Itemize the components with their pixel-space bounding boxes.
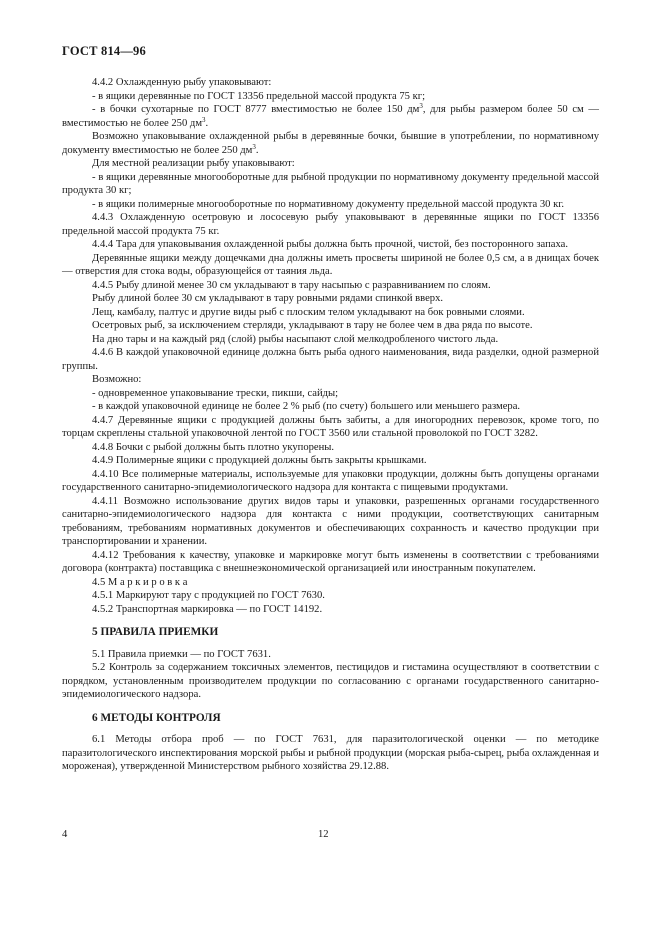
page-number-left: 4 [62, 829, 68, 840]
section-heading: 5 ПРАВИЛА ПРИЕМКИ [92, 626, 219, 638]
paragraph: 4.4.4 Тара для упаковывания охлажденной рыбы должна быть прочной, чистой, без посторонного запаха. [92, 239, 568, 250]
paragraph: - в ящики деревянные многооборотные для рыбной продукции по нормативному документу предельной массой продукта 30 кг; [62, 171, 599, 196]
paragraph: Возможно упаковывание охлажденной рыбы в деревянные бочки, бывшие в употреблении, по нормативному документу вместимостью не более 250 $дм^3$. [62, 131, 599, 156]
page-number-center: 12 [318, 829, 329, 840]
paragraph: Осетровых рыб, за исключением стерляди, укладывают в тару не более чем в два ряда по высоте. [92, 320, 533, 331]
paragraph: Лещ, камбалу, палтус и другие виды рыб с плоским телом укладывают на бок ровными слоями. [92, 306, 525, 318]
paragraph: 5.2 Контроль за содержанием токсичных элементов, пестицидов и гистамина осуществляют в соответствии с порядком, установленным производителем продукции по согласованию с органами государственного санитарно-эпидемиологического надзора. [62, 662, 599, 700]
paragraph: 4.4.10 Все полимерные материалы, используемые для упаковки продукции, должны быть допущены органами государственного санитарно-эпидемиологического надзора для контакта с пищевыми продуктами. [62, 468, 599, 493]
paragraph: 4.4.9 Полимерные ящики с продукцией должны быть закрыты крышками. [92, 455, 427, 466]
paragraph: - в бочки сухотарные по ГОСТ 8777 вместимостью не более 150 $дм^3$, для рыбы размером более 50 см — вместимостью не более 250 $дм^3$. [62, 102, 599, 129]
paragraph: - в ящики полимерные многооборотные по нормативному документу предельной массой продукта 30 кг. [92, 198, 565, 210]
paragraph: Деревянные ящики между дощечками дна должны иметь просветы шириной не более 0,5 см, а в днищах бочек — отверстия для стока воды, образующейся от таяния льда. [62, 252, 599, 277]
section-heading: 6 МЕТОДЫ КОНТРОЛЯ [92, 711, 221, 724]
paragraph: - в каждой упаковочной единице не более 2 % рыб (по счету) большего или меньшего размера. [92, 401, 521, 412]
paragraph: 4.5.2 Транспортная маркировка — по ГОСТ 14192. [92, 603, 323, 615]
paragraph: 4.4.8 Бочки с рыбой должны быть плотно укупорены. [92, 441, 335, 453]
paragraph: Рыбу длиной более 30 см укладывают в тару ровными рядами спинкой вверх. [92, 293, 444, 304]
document-body [62, 76, 599, 774]
document-header: ГОСТ 814—96 [62, 44, 146, 58]
paragraph: Для местной реализации рыбу упаковывают: [92, 158, 295, 169]
paragraph: 4.4.6 В каждой упаковочной единице должна быть рыба одного наименования, вида разделки, одной размерной группы. [62, 347, 599, 372]
paragraph: - в ящики деревянные по ГОСТ 13356 предельной массой продукта 75 кг; [92, 90, 426, 102]
paragraph: 4.4.5 Рыбу длиной менее 30 см укладывают в тару насыпью с разравниванием по слоям. [92, 279, 491, 291]
paragraph: 4.4.3 Охлажденную осетровую и лососевую рыбу упаковывают в деревянные ящики по ГОСТ 13356 предельной массой продукта 75 кг. [62, 212, 599, 237]
paragraph: 4.4.2 Охлажденную рыбу упаковывают: [92, 77, 272, 88]
paragraph: 4.5 М а р к и р о в к а [92, 576, 188, 588]
paragraph: 4.5.1 Маркируют тару с продукцией по ГОСТ 7630. [92, 590, 325, 601]
paragraph: На дно тары и на каждый ряд (слой) рыбы насыпают слой мелкодробленого чистого льда. [92, 333, 499, 345]
paragraph: Возможно: [92, 374, 142, 385]
paragraph: - одновременное упаковывание трески, пикши, сайды; [92, 387, 339, 399]
paragraph: 6.1 Методы отбора проб — по ГОСТ 7631, для паразитологической оценки — по методике паразитологического инспектирования морской рыбы и рыбной продукции (морская рыба-сырец, рыба охлажденная и мороженая), утвержденной Министерством рыбного хозяйства 29.12.88. [62, 734, 599, 772]
paragraph: 4.4.12 Требования к качеству, упаковке и маркировке могут быть изменены в соответствии с требованиями договора (контракта) поставщика с внешнеэкономической организацией или иностранным покупателем. [62, 549, 599, 574]
paragraph: 5.1 Правила приемки — по ГОСТ 7631. [92, 648, 271, 660]
paragraph: 4.4.7 Деревянные ящики с продукцией должны быть забиты, а для иногородних перевозок, кроме того, по торцам скреплены стальной упаковочной лентой по ГОСТ 3560 или стальной проволокой по ГОСТ 3282. [62, 414, 599, 439]
paragraph: 4.4.11 Возможно использование других видов тары и упаковки, разрешенных органами государственного санитарно-эпидемиологического надзора для контакта с ними продукции, соответствующих санитарным требованиям, требованиям нормативных документов и обеспечивающих сохранность и качество продукции при транспортировании и хранении. [62, 495, 599, 547]
